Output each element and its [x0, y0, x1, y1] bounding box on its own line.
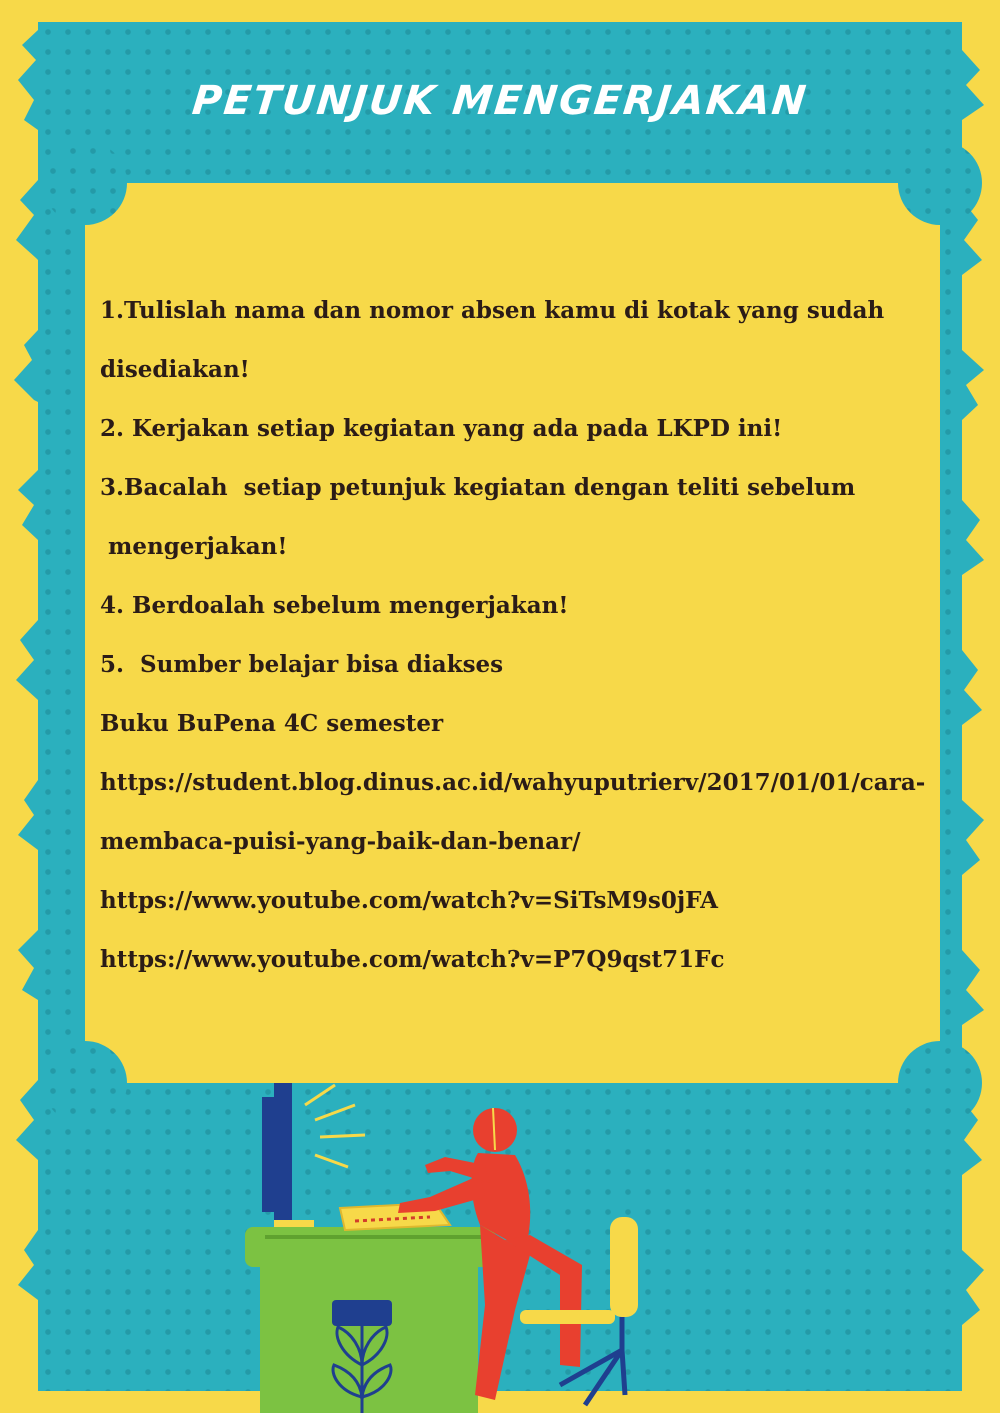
instruction-line: 1.Tulislah nama dan nomor absen kamu di kotak yang sudah [100, 297, 885, 324]
instruction-link[interactable]: https://www.youtube.com/watch?v=P7Q9qst71Fc [100, 946, 725, 973]
light-rays [305, 1085, 365, 1167]
card-corner-notch [43, 141, 127, 225]
student-at-computer-illustration [230, 1075, 660, 1413]
page-title: PETUNJUK MENGERJAKAN [190, 78, 810, 124]
instruction-card [85, 183, 940, 1083]
instruction-link[interactable]: membaca-puisi-yang-baik-dan-benar/ [100, 828, 581, 855]
instruction-line: 2. Kerjakan setiap kegiatan yang ada pada LKPD ini! [100, 415, 783, 442]
instruction-link[interactable]: https://student.blog.dinus.ac.id/wahyuputrierv/2017/01/01/cara- [100, 769, 926, 796]
instruction-line: 5. Sumber belajar bisa diakses [100, 651, 504, 678]
instruction-line: Buku BuPena 4C semester [100, 710, 444, 737]
card-corner-notch [898, 1041, 982, 1125]
instruction-line: 3.Bacalah setiap petunjuk kegiatan dengan teliti sebelum [100, 474, 856, 501]
instruction-list [100, 281, 930, 989]
instruction-line: mengerjakan! [100, 533, 288, 560]
card-corner-notch [43, 1041, 127, 1125]
card-corner-notch [898, 141, 982, 225]
instruction-line: disediakan! [100, 356, 250, 383]
instruction-link[interactable]: https://www.youtube.com/watch?v=SiTsM9s0jFA [100, 887, 718, 914]
instruction-line: 4. Berdoalah sebelum mengerjakan! [100, 592, 569, 619]
